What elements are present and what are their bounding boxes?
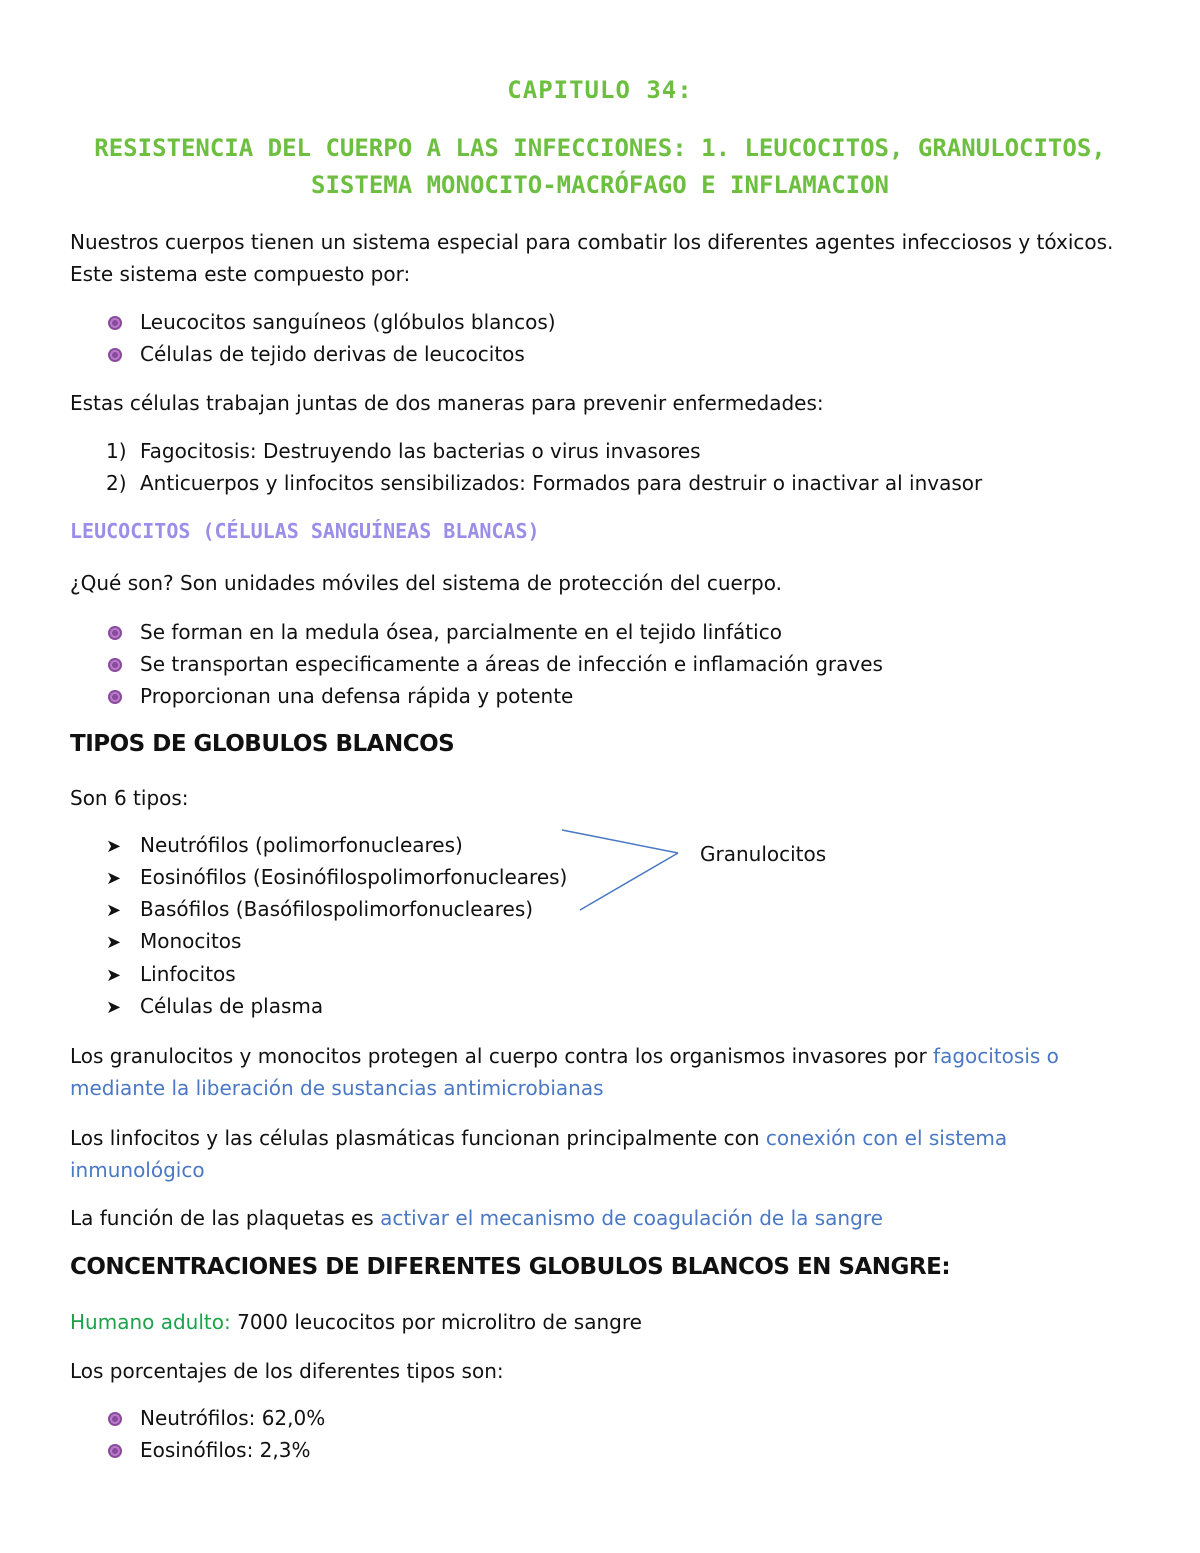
list-item: ➤ Células de plasma <box>106 990 323 1024</box>
arrowhead-icon: ➤ <box>106 965 122 986</box>
adult-paragraph: Humano adulto: 7000 leucocitos por microlitro de sangre <box>70 1310 642 1334</box>
arrowhead-icon: ➤ <box>106 997 122 1018</box>
list-item: Proporcionan una defensa rápida y potente <box>106 680 573 712</box>
section-heading-leucocitos: LEUCOCITOS (CÉLULAS SANGUÍNEAS BLANCAS) <box>70 519 540 543</box>
function-paragraph-3: La función de las plaquetas es activar el mecanismo de coagulación de la sangre <box>70 1206 883 1230</box>
list-item: Neutrófilos: 62,0% <box>106 1402 325 1434</box>
list-item: ➤ Basófilos (Basófilospolimorfonucleares) <box>106 893 533 927</box>
list-item: ➤ Neutrófilos (polimorfonucleares) <box>106 829 463 863</box>
ways-paragraph: Estas células trabajan juntas de dos maneras para prevenir enfermedades: <box>70 391 824 415</box>
question-paragraph: ¿Qué son? Son unidades móviles del sistema de protección del cuerpo. <box>70 571 782 595</box>
list-item: Leucocitos sanguíneos (glóbulos blancos) <box>106 306 556 338</box>
flower-bullet-icon <box>108 1412 122 1426</box>
list-item: Se transportan especificamente a áreas de infección e inflamación graves <box>106 648 883 680</box>
flower-bullet-icon <box>108 1444 122 1458</box>
list-item: Se forman en la medula ósea, parcialmente en el tejido linfático <box>106 616 782 648</box>
function-paragraph-2: Los linfocitos y las células plasmáticas funcionan principalmente con conexión con el sistema inmunológico <box>70 1126 1008 1182</box>
function-paragraph-1: Los granulocitos y monocitos protegen al cuerpo contra los organismos invasores por fagocitosis o mediante la liberación de sustancias antimicrobianas <box>70 1044 1059 1100</box>
chapter-title: CAPITULO 34: <box>507 76 693 104</box>
arrowhead-icon: ➤ <box>106 900 122 921</box>
granulocitos-label: Granulocitos <box>700 842 827 866</box>
numbered-item: 1) Fagocitosis: Destruyendo las bacterias o virus invasores <box>106 439 701 463</box>
list-item: ➤ Eosinófilos (Eosinófilospolimorfonucleares) <box>106 861 567 895</box>
arrowhead-icon: ➤ <box>106 836 122 857</box>
arrowhead-icon: ➤ <box>106 868 122 889</box>
tipos-intro: Son 6 tipos: <box>70 786 189 810</box>
section-heading-concentraciones: CONCENTRACIONES DE DIFERENTES GLOBULOS BLANCOS EN SANGRE: <box>70 1254 951 1280</box>
list-item: ➤ Linfocitos <box>106 958 236 992</box>
intro-paragraph: Nuestros cuerpos tienen un sistema especial para combatir los diferentes agentes infecciosos y tóxicos. Este sistema este compuesto por: <box>70 230 1114 286</box>
list-item: Células de tejido derivas de leucocitos <box>106 338 525 370</box>
numbered-item: 2) Anticuerpos y linfocitos sensibilizados: Formados para destruir o inactivar al invasor <box>106 471 983 495</box>
list-item: Eosinófilos: 2,3% <box>106 1434 310 1466</box>
percent-intro: Los porcentajes de los diferentes tipos son: <box>70 1359 504 1383</box>
list-item: ➤ Monocitos <box>106 925 241 959</box>
arrowhead-icon: ➤ <box>106 932 122 953</box>
chapter-subtitle: RESISTENCIA DEL CUERPO A LAS INFECCIONES: 1. LEUCOCITOS, GRANULOCITOS, SISTEMA MONOCITO-MACRÓFAGO E INFLAMACION <box>94 134 1106 199</box>
section-heading-tipos: TIPOS DE GLOBULOS BLANCOS <box>70 731 455 757</box>
